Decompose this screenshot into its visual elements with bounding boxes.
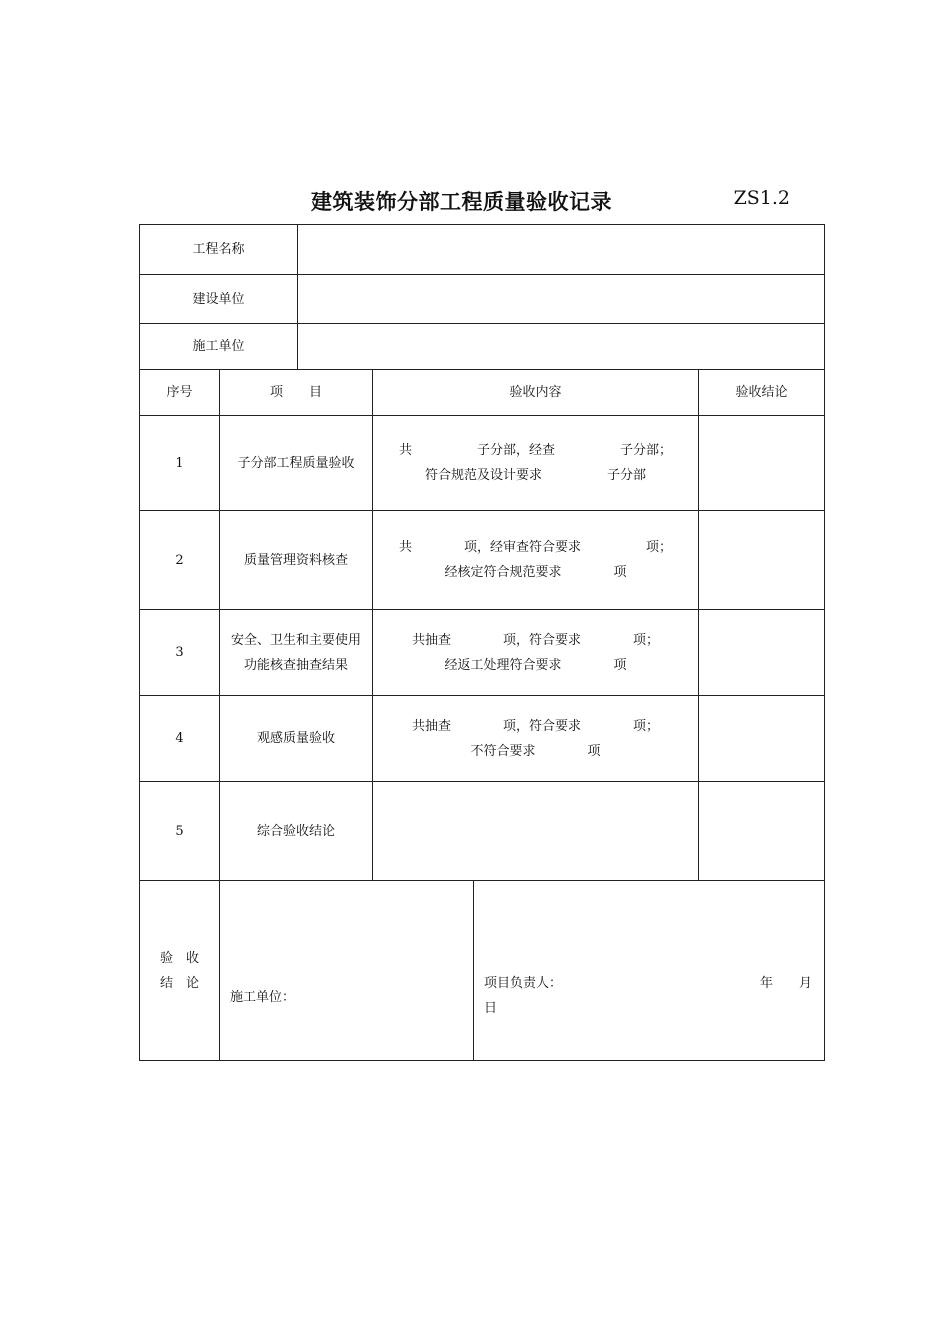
table-row	[140, 415, 824, 510]
table-row	[140, 781, 824, 880]
row-content[interactable]	[372, 416, 698, 510]
row-seq: 2	[175, 552, 184, 568]
info-value-field[interactable]	[297, 275, 824, 323]
row-seq: 4	[175, 731, 184, 746]
content-line: 符合规范及设计要求 子分部	[424, 468, 646, 483]
construction-unit-signoff[interactable]	[219, 881, 473, 1060]
row-content[interactable]	[372, 696, 698, 781]
project-manager-line	[484, 971, 812, 996]
info-row-project-name	[140, 225, 824, 274]
content-line: 共 项，经审查符合要求 项；	[398, 540, 672, 555]
row-item: 综合验收结论	[219, 782, 372, 880]
table-row	[140, 609, 824, 695]
signoff-row	[140, 880, 824, 1060]
content-line: 经核定符合规范要求 项	[444, 565, 627, 580]
header-content: 验收内容	[372, 370, 698, 415]
table-row	[140, 510, 824, 609]
project-manager-label: 项目负责人：	[484, 976, 563, 991]
table-row	[140, 695, 824, 781]
row-seq: 1	[175, 455, 184, 471]
signoff-label-line: 结 论	[159, 975, 199, 991]
document-title: 建筑装饰分部工程质量验收记录	[311, 189, 612, 214]
row-seq: 3	[175, 645, 184, 660]
info-row-construction-unit	[140, 323, 824, 369]
info-label: 工程名称	[192, 242, 245, 257]
content-line: 经返工处理符合要求 项	[444, 657, 627, 673]
row-item: 观感质量验收	[219, 696, 372, 781]
row-result-field[interactable]	[698, 782, 824, 880]
row-item: 安全、卫生和主要使用功能核查抽查结果	[219, 610, 372, 695]
title-row	[139, 186, 825, 216]
row-result-field[interactable]	[698, 610, 824, 695]
signoff-label	[140, 881, 219, 1060]
construction-unit-label: 施工单位：	[230, 990, 296, 1005]
content-line: 不符合要求 项	[470, 743, 601, 759]
row-seq: 5	[175, 823, 184, 839]
acceptance-record-table	[139, 224, 825, 1061]
row-result-field[interactable]	[698, 416, 824, 510]
table-header-row	[140, 369, 824, 415]
header-seq: 序号	[166, 385, 193, 400]
info-value-field[interactable]	[297, 225, 824, 274]
row-item: 质量管理资料核查	[219, 511, 372, 609]
project-manager-signoff[interactable]	[473, 881, 824, 1060]
info-row-owner-unit	[140, 274, 824, 323]
info-label: 施工单位	[192, 339, 245, 354]
info-label: 建设单位	[192, 291, 245, 307]
row-content[interactable]	[372, 610, 698, 695]
content-line: 共 子分部，经查 子分部；	[398, 443, 672, 458]
row-item: 子分部工程质量验收	[219, 416, 372, 510]
row-result-field[interactable]	[698, 511, 824, 609]
content-line: 共抽查 项，符合要求 项；	[411, 632, 659, 648]
row-content[interactable]	[372, 782, 698, 880]
row-result-field[interactable]	[698, 696, 824, 781]
header-item: 项 目	[219, 370, 372, 415]
date-day: 日	[484, 1001, 498, 1016]
signoff-label-line: 验 收	[159, 950, 199, 966]
row-content[interactable]	[372, 511, 698, 609]
header-result: 验收结论	[698, 370, 824, 415]
content-line: 共抽查 项，符合要求 项；	[411, 718, 659, 734]
document-code: ZS1.2	[733, 187, 790, 209]
info-value-field[interactable]	[297, 324, 824, 369]
date-year-month: 年 月	[759, 976, 812, 991]
